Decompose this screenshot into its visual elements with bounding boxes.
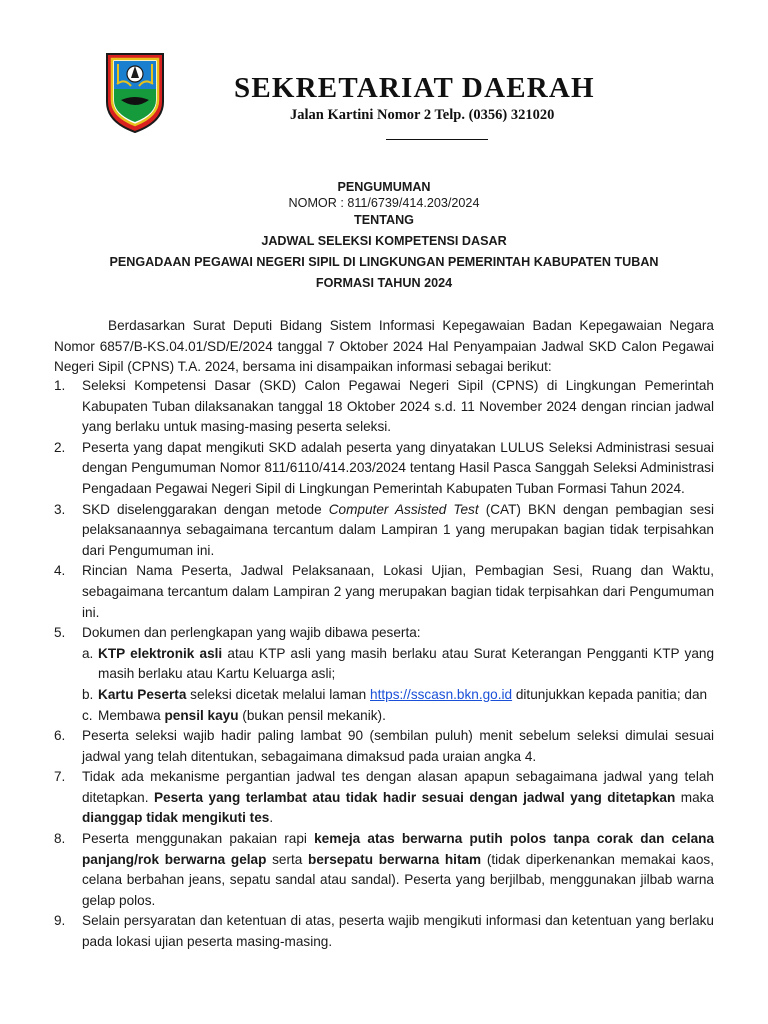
list-item xyxy=(54,438,714,500)
item-text: Rincian Nama Peserta, Jadwal Pelaksanaan, Lokasi Ujian, Pembagian Sesi, Ruang dan Waktu, sebagaimana tercantum dalam Lampiran 2 yang merupakan bagian tidak terpisahkan dari Pengumuman ini. xyxy=(82,563,714,620)
sub-item-bold: pensil kayu xyxy=(164,707,239,723)
sub-item-text: Membawa xyxy=(98,707,165,723)
announcement-about: TENTANG xyxy=(354,213,414,227)
item-text: Seleksi Kompetensi Dasar (SKD) Calon Pegawai Negeri Sipil (CPNS) di Lingkungan Pemerintah Kabupaten Tuban dilaksanakan tanggal 18 Oktober 2024 s.d. 11 November 2024 dengan rincian jadwal yang berlaku untuk masing-masing peserta seleksi. xyxy=(82,378,714,435)
item-text: Dokumen dan perlengkapan yang wajib dibawa peserta: xyxy=(82,625,421,641)
org-address: Jalan Kartini Nomor 2 Telp. (0356) 321020 xyxy=(290,107,555,123)
header-divider xyxy=(386,139,488,140)
item-number: 3. xyxy=(54,501,66,517)
list-item xyxy=(54,500,714,562)
item-text: SKD diselenggarakan dengan metode xyxy=(82,501,329,517)
sub-item-text: atau KTP asli yang masih berlaku atau Surat Keterangan Pengganti KTP yang masih berlaku atau Kartu Keluarga asli; xyxy=(98,645,714,682)
sub-list-item xyxy=(82,685,714,706)
list-item xyxy=(54,561,714,623)
item-number: 2. xyxy=(54,439,66,455)
item-number: 5. xyxy=(54,625,66,641)
sub-item-letter: b. xyxy=(82,686,94,702)
provisions-list xyxy=(54,376,714,953)
item-text: Selain persyaratan dan ketentuan di atas, peserta wajib mengikuti informasi dan ketentuan yang berlaku pada lokasi ujian peserta masing-masing. xyxy=(82,913,714,950)
item-text: maka xyxy=(675,789,714,805)
sub-item-bold: Kartu Peserta xyxy=(98,686,187,702)
list-item xyxy=(54,376,714,438)
announcement-subject-line-1: JADWAL SELEKSI KOMPETENSI DASAR xyxy=(261,234,507,248)
item-text: serta xyxy=(266,851,309,867)
sub-item-text: ditunjukkan kepada panitia; dan xyxy=(512,686,708,702)
item-number: 8. xyxy=(54,831,66,847)
sub-item-text: seleksi dicetak melalui laman xyxy=(186,686,371,702)
item-number: 1. xyxy=(54,378,66,393)
item-number: 9. xyxy=(54,913,66,929)
sub-item-text: (bukan pensil mekanik). xyxy=(238,707,386,723)
item-text-bold: bersepatu berwarna hitam xyxy=(308,851,482,867)
item-text-italic: Computer Assisted Test xyxy=(328,501,479,517)
list-item xyxy=(54,829,714,911)
sub-list-item xyxy=(82,644,714,685)
item-text: Tidak ada mekanisme pergantian jadwal tes dengan alasan apapun sebagaimana jadwal yang telah ditetapkan. xyxy=(82,769,714,805)
item-text-bold: kemeja atas berwarna putih polos tanpa corak dan celana panjang/rok berwarna gelap xyxy=(82,831,714,867)
required-documents-list xyxy=(82,644,714,726)
announcement-number: NOMOR : 811/6739/414.203/2024 xyxy=(288,196,480,210)
item-text-bold: Peserta yang terlambat atau tidak hadir sesuai dengan jadwal yang ditetapkan xyxy=(153,789,676,805)
sub-item-letter: c. xyxy=(82,707,93,723)
list-item xyxy=(54,726,714,767)
list-item xyxy=(54,623,714,726)
item-number: 4. xyxy=(54,563,66,579)
item-text: Peserta menggunakan pakaian rapi xyxy=(82,831,315,847)
sub-item-bold: KTP elektronik asli xyxy=(98,645,223,661)
list-item xyxy=(54,911,714,952)
item-text: . xyxy=(269,810,274,826)
sub-list-item xyxy=(82,706,714,727)
item-text: Peserta seleksi wajib hadir paling lambat 90 (sembilan puluh) menit sebelum seleksi dimulai sesuai jadwal yang telah ditentukan, sebagaimana dimaksud pada uraian angka 4. xyxy=(82,728,714,764)
sscasn-link[interactable]: https://sscasn.bkn.go.id xyxy=(370,686,513,702)
intro-paragraph: Berdasarkan Surat Deputi Bidang Sistem Informasi Kepegawaian Badan Kepegawaian Negara Nomor 6857/B-KS.04.01/SD/E/2024 tanggal 7 Oktober 2024 Hal Penyampaian Jadwal SKD Calon Pegawai Negeri Sipil (CPNS) T.A. 2024, bersama ini disampaikan informasi sebagai berikut: xyxy=(54,318,714,375)
item-text: (CAT) BKN dengan pembagian sesi pelaksanaannya sebagaimana tercantum dalam Lampiran 1 yang merupakan bagian tidak terpisahkan dari Pengumuman ini. xyxy=(82,501,714,558)
regency-coat-of-arms-logo xyxy=(103,50,167,134)
item-number: 6. xyxy=(54,728,66,744)
announcement-subject-line-3: FORMASI TAHUN 2024 xyxy=(315,276,453,290)
item-text: (tidak diperkenankan memakai kaos, celana berbahan jeans, sepatu sandal atau sandal). Peserta yang berjilbab, menggunakan jilbab warna gelap polos. xyxy=(82,851,715,908)
sub-item-letter: a. xyxy=(82,645,94,661)
item-text: Peserta yang dapat mengikuti SKD adalah peserta yang dinyatakan LULUS Seleksi Administrasi sesuai dengan Pengumuman Nomor 811/6110/414.203/2024 tentang Hasil Pasca Sanggah Seleksi Administrasi Pengadaan Pegawai Negeri Sipil di Lingkungan Pemerintah Kabupaten Tuban Formasi Tahun 2024. xyxy=(82,439,714,496)
list-item xyxy=(54,767,714,829)
announcement-subject-line-2: PENGADAAN PEGAWAI NEGERI SIPIL DI LINGKUNGAN PEMERINTAH KABUPATEN TUBAN xyxy=(109,255,659,269)
announcement-label: PENGUMUMAN xyxy=(337,180,431,194)
item-text-bold: dianggap tidak mengikuti tes xyxy=(82,810,270,826)
item-number: 7. xyxy=(54,769,66,785)
org-title: SEKRETARIAT DAERAH xyxy=(234,72,595,104)
